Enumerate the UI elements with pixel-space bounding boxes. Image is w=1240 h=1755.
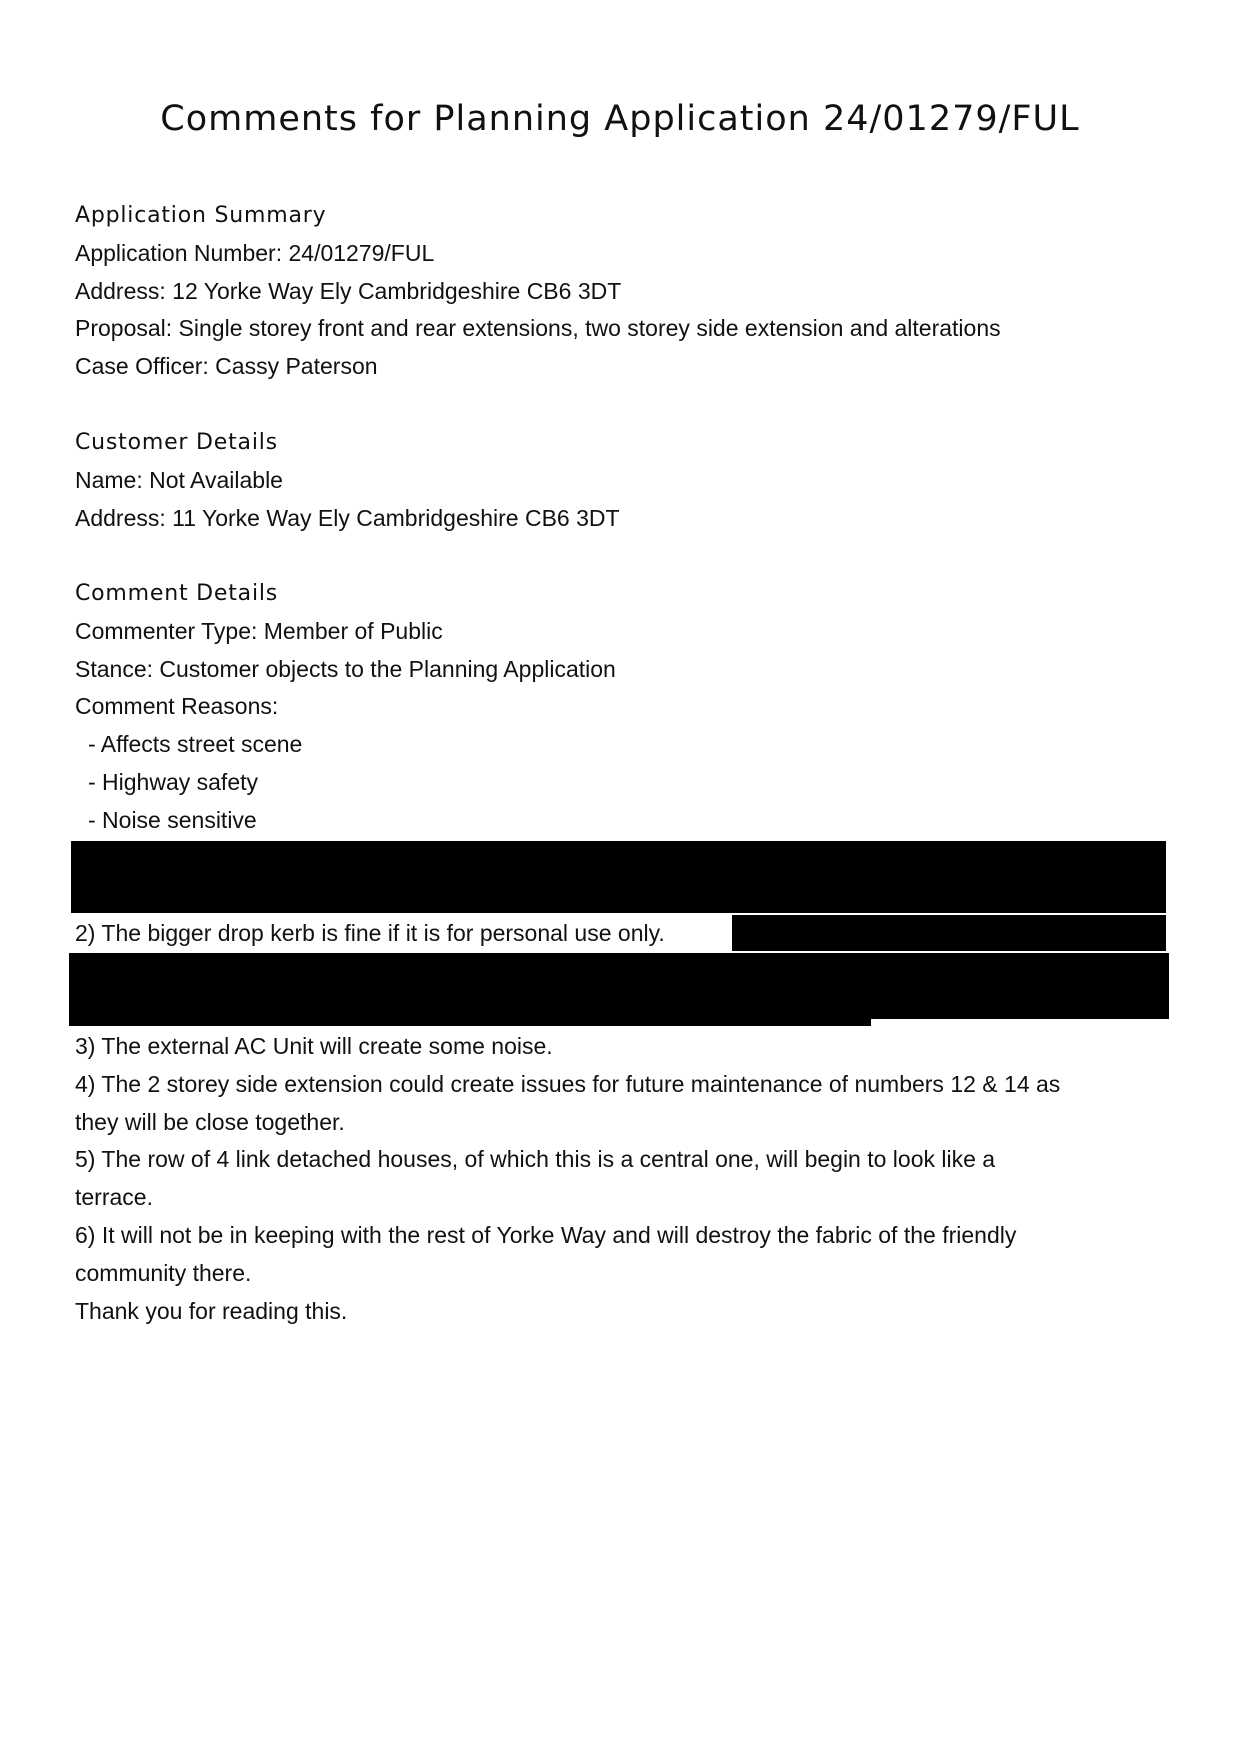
comment-reason-item: - Highway safety — [88, 768, 259, 795]
customer-address: Address: 11 Yorke Way Ely Cambridgeshire CB6 3DT — [75, 504, 620, 531]
comment-reason-item: - Affects street scene — [88, 731, 303, 758]
comment-point-5: 5) The row of 4 link detached houses, of which this is a central one, will begin to look like a — [75, 1146, 996, 1173]
closing-line: Thank you for reading this. — [75, 1297, 348, 1324]
application-summary-heading: Application Summary — [75, 203, 327, 228]
comment-point-4-continued: they will be close together. — [75, 1108, 345, 1135]
customer-details-heading: Customer Details — [75, 430, 278, 455]
application-proposal: Proposal: Single storey front and rear extensions, two storey side extension and alterations — [75, 315, 1001, 342]
stance: Stance: Customer objects to the Planning Application — [75, 655, 616, 682]
comment-details-section — [75, 575, 1175, 840]
redaction-block — [732, 915, 1166, 951]
comment-reason-item: - Noise sensitive — [88, 806, 257, 833]
comment-point-5-continued: terrace. — [75, 1184, 153, 1211]
application-address: Address: 12 Yorke Way Ely Cambridgeshire CB6 3DT — [75, 277, 622, 304]
comment-details-heading: Comment Details — [75, 581, 279, 606]
comment-point-3: 3) The external AC Unit will create some noise. — [75, 1033, 553, 1059]
customer-details-section — [75, 424, 1175, 537]
comment-point-6: 6) It will not be in keeping with the rest of Yorke Way and will destroy the fabric of the friendly — [75, 1221, 1017, 1248]
customer-name: Name: Not Available — [75, 466, 283, 493]
comment-point-2: 2) The bigger drop kerb is fine if it is for personal use only. — [75, 920, 665, 946]
case-officer: Case Officer: Cassy Paterson — [75, 353, 378, 380]
comment-point-2-block — [75, 915, 735, 953]
application-number: Application Number: 24/01279/FUL — [75, 239, 435, 266]
redaction-block — [871, 953, 1169, 1019]
comment-point-4: 4) The 2 storey side extension could create issues for future maintenance of numbers 12 & 14 as — [75, 1070, 1061, 1097]
comment-body-section — [75, 1028, 1175, 1330]
redaction-block — [71, 841, 1166, 913]
application-summary-section — [75, 197, 1175, 386]
comment-point-6-continued: community there. — [75, 1259, 252, 1286]
page-title: Comments for Planning Application 24/01279/FUL — [160, 99, 1080, 139]
comment-reasons-label: Comment Reasons: — [75, 693, 279, 720]
commenter-type: Commenter Type: Member of Public — [75, 617, 443, 644]
redaction-block — [69, 953, 871, 1026]
